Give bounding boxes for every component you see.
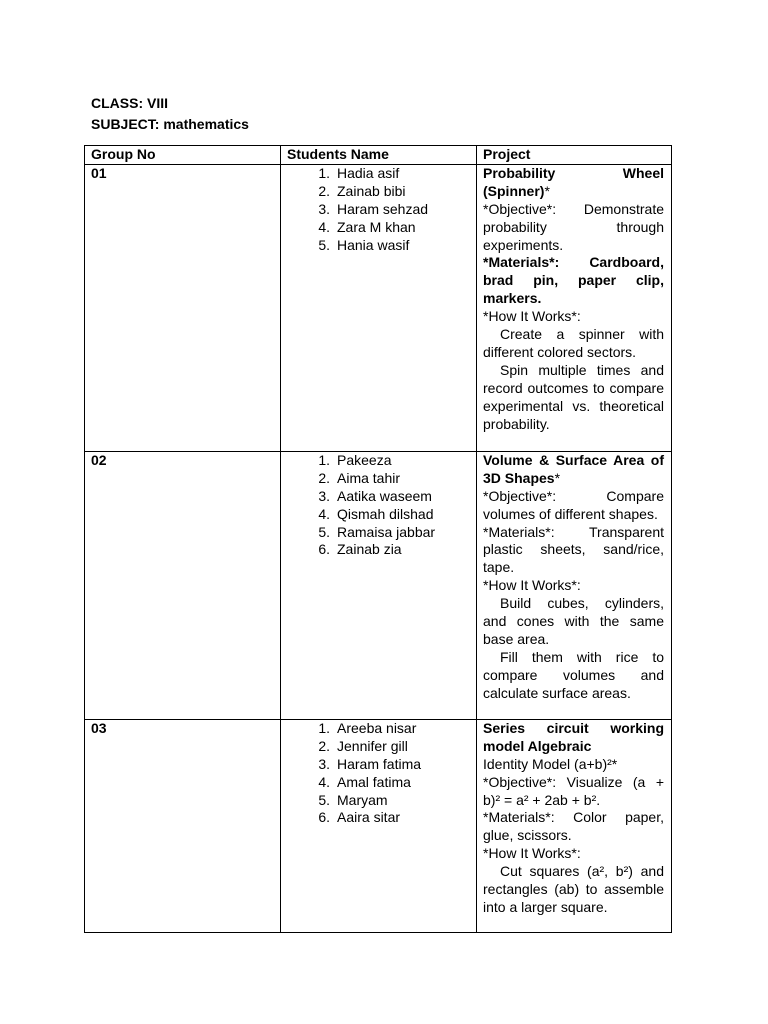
- table-row: [85, 164, 672, 451]
- group-number: 02: [85, 451, 281, 719]
- student-name: Aima tahir: [337, 469, 401, 486]
- list-item: [287, 524, 469, 542]
- student-name: Hadia asif: [337, 164, 400, 181]
- list-item: [287, 541, 469, 559]
- list-item: [287, 183, 469, 201]
- student-name: Aaira sitar: [337, 809, 401, 826]
- table-header-row: [85, 146, 672, 165]
- student-name: Zainab bibi: [337, 182, 406, 199]
- list-number: 3.: [318, 487, 330, 504]
- list-item: [287, 165, 469, 183]
- student-name: Pakeeza: [337, 451, 392, 468]
- group-number: 01: [85, 164, 281, 451]
- student-name: Areeba nisar: [337, 719, 417, 736]
- list-number: 6.: [318, 809, 330, 826]
- list-number: 4.: [318, 773, 330, 790]
- project-title: Volume & Surface Area of 3D Shapes*: [483, 451, 664, 486]
- col-header-project: Project: [477, 146, 672, 165]
- project-how-label: *How It Works*:: [483, 845, 581, 862]
- project-objective: *Objective*: Compare volumes of different shapes.: [483, 487, 664, 522]
- project-title: Probability Wheel (Spinner)*: [483, 164, 664, 199]
- student-name: Haram fatima: [337, 755, 422, 772]
- list-number: 2.: [318, 737, 330, 754]
- student-name: Amal fatima: [337, 773, 411, 790]
- list-item: [287, 792, 469, 810]
- list-item: [287, 488, 469, 506]
- list-number: 4.: [318, 505, 330, 522]
- table-row: [85, 719, 672, 932]
- students-list: [287, 165, 469, 255]
- project-objective: *Objective*: Visualize (a + b)² = a² + 2ab + b².: [483, 773, 664, 808]
- student-name: Qismah dilshad: [337, 505, 434, 522]
- groups-table: [84, 145, 672, 933]
- list-item: [287, 237, 469, 255]
- list-number: 2.: [318, 469, 330, 486]
- list-item: [287, 738, 469, 756]
- list-number: 3.: [318, 200, 330, 217]
- project-materials: *Materials*: Cardboard, brad pin, paper clip, markers.: [483, 254, 664, 307]
- student-name: Zainab zia: [337, 541, 402, 558]
- project-step: Cut squares (a², b²) and rectangles (ab) to assemble into a larger square.: [483, 863, 664, 915]
- project-step: Spin multiple times and record outcomes to compare experimental vs. theoretical probability.: [483, 361, 664, 432]
- list-item: [287, 809, 469, 827]
- list-item: [287, 756, 469, 774]
- list-number: 5.: [318, 791, 330, 808]
- project-materials: *Materials*: Transparent plastic sheets, sand/rice, tape.: [483, 523, 664, 576]
- list-number: 6.: [318, 541, 330, 558]
- project-cell: [477, 451, 672, 719]
- project-cell: [477, 719, 672, 932]
- project-how-label: *How It Works*:: [483, 308, 581, 325]
- list-number: 3.: [318, 755, 330, 772]
- col-header-students-name: Students Name: [281, 146, 477, 165]
- students-list: [287, 720, 469, 827]
- list-number: 1.: [318, 164, 330, 181]
- list-item: [287, 219, 469, 237]
- students-cell: [281, 451, 477, 719]
- project-step: Fill them with rice to compare volumes and calculate surface areas.: [483, 648, 664, 701]
- group-number: 03: [85, 719, 281, 932]
- list-number: 4.: [318, 218, 330, 235]
- project-cell: [477, 164, 672, 451]
- col-header-group-no: Group No: [85, 146, 281, 165]
- project-step: Create a spinner with different colored sectors.: [483, 326, 664, 360]
- list-number: 5.: [318, 523, 330, 540]
- students-cell: [281, 164, 477, 451]
- list-number: 2.: [318, 182, 330, 199]
- project-subtitle: Identity Model (a+b)²*: [483, 755, 618, 772]
- list-item: [287, 720, 469, 738]
- project-materials: *Materials*: Color paper, glue, scissors.: [483, 809, 664, 844]
- student-name: Hania wasif: [337, 236, 410, 253]
- list-number: 5.: [318, 236, 330, 253]
- subject-line: SUBJECT: mathematics: [91, 116, 249, 132]
- student-name: Ramaisa jabbar: [337, 523, 436, 540]
- project-objective: *Objective*: Demonstrate probability through experiments.: [483, 200, 664, 253]
- document-header: [91, 93, 249, 135]
- project-how-label: *How It Works*:: [483, 577, 581, 594]
- students-cell: [281, 719, 477, 932]
- student-name: Jennifer gill: [337, 737, 408, 754]
- list-item: [287, 774, 469, 792]
- list-item: [287, 452, 469, 470]
- project-title: Series circuit working model Algebraic: [483, 719, 664, 754]
- project-step: Build cubes, cylinders, and cones with the same base area.: [483, 595, 664, 647]
- class-line: CLASS: VIII: [91, 95, 169, 111]
- list-item: [287, 201, 469, 219]
- student-name: Aatika waseem: [337, 487, 432, 504]
- table-row: [85, 451, 672, 719]
- list-item: [287, 470, 469, 488]
- student-name: Zara M khan: [337, 218, 416, 235]
- list-number: 1.: [318, 451, 330, 468]
- student-name: Maryam: [337, 791, 388, 808]
- list-number: 1.: [318, 719, 330, 736]
- students-list: [287, 452, 469, 559]
- student-name: Haram sehzad: [337, 200, 429, 217]
- list-item: [287, 506, 469, 524]
